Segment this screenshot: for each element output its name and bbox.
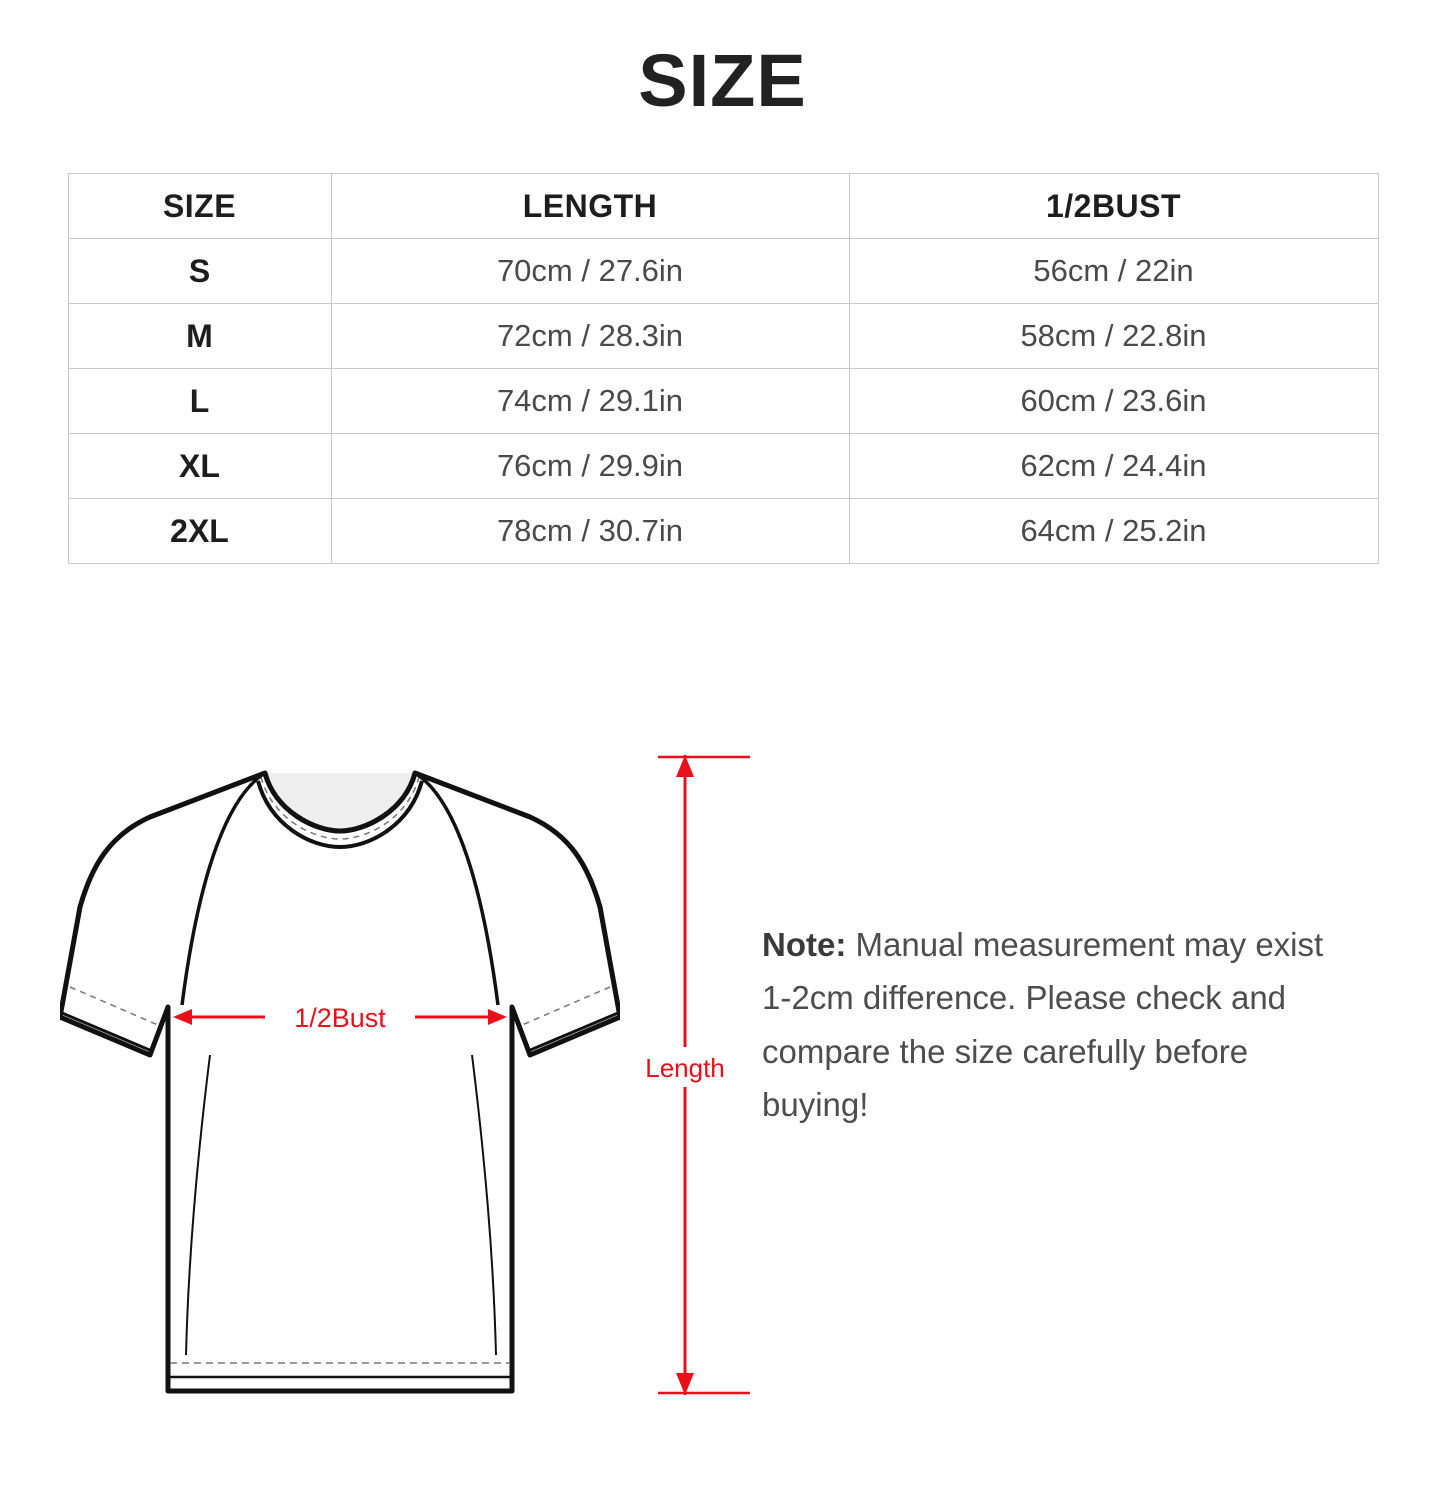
cell-size: 2XL — [68, 499, 331, 564]
length-measure-arrow — [620, 755, 750, 1400]
measurement-diagram-section — [0, 730, 1445, 1485]
table-row — [68, 434, 1378, 499]
column-header-size: SIZE — [68, 174, 331, 239]
table-row — [68, 499, 1378, 564]
cell-length: 70cm / 27.6in — [331, 239, 849, 304]
cell-length: 72cm / 28.3in — [331, 304, 849, 369]
table-row — [68, 369, 1378, 434]
column-header-length: LENGTH — [331, 174, 849, 239]
cell-bust: 58cm / 22.8in — [849, 304, 1378, 369]
cell-size: XL — [68, 434, 331, 499]
cell-bust: 60cm / 23.6in — [849, 369, 1378, 434]
tshirt-illustration — [60, 755, 620, 1420]
page-title: SIZE — [638, 39, 807, 122]
cell-size: M — [68, 304, 331, 369]
cell-length: 74cm / 29.1in — [331, 369, 849, 434]
note-text: Manual measurement may exist 1-2cm difference. Please check and compare the size carefully before buying! — [762, 926, 1324, 1124]
cell-bust: 56cm / 22in — [849, 239, 1378, 304]
cell-size: L — [68, 369, 331, 434]
table-row — [68, 239, 1378, 304]
cell-bust: 62cm / 24.4in — [849, 434, 1378, 499]
size-chart-page — [0, 40, 1445, 1485]
cell-length: 78cm / 30.7in — [331, 499, 849, 564]
size-table-container — [68, 173, 1378, 564]
cell-bust: 64cm / 25.2in — [849, 499, 1378, 564]
cell-length: 76cm / 29.9in — [331, 434, 849, 499]
table-header-row — [68, 174, 1378, 239]
column-header-bust: 1/2BUST — [849, 174, 1378, 239]
cell-size: S — [68, 239, 331, 304]
note-prefix: Note: — [762, 926, 847, 963]
length-measure-label: Length — [645, 1053, 725, 1083]
size-table — [68, 173, 1379, 564]
bust-measure-label: 1/2Bust — [294, 1003, 386, 1033]
measurement-note — [762, 918, 1352, 1132]
table-row — [68, 304, 1378, 369]
